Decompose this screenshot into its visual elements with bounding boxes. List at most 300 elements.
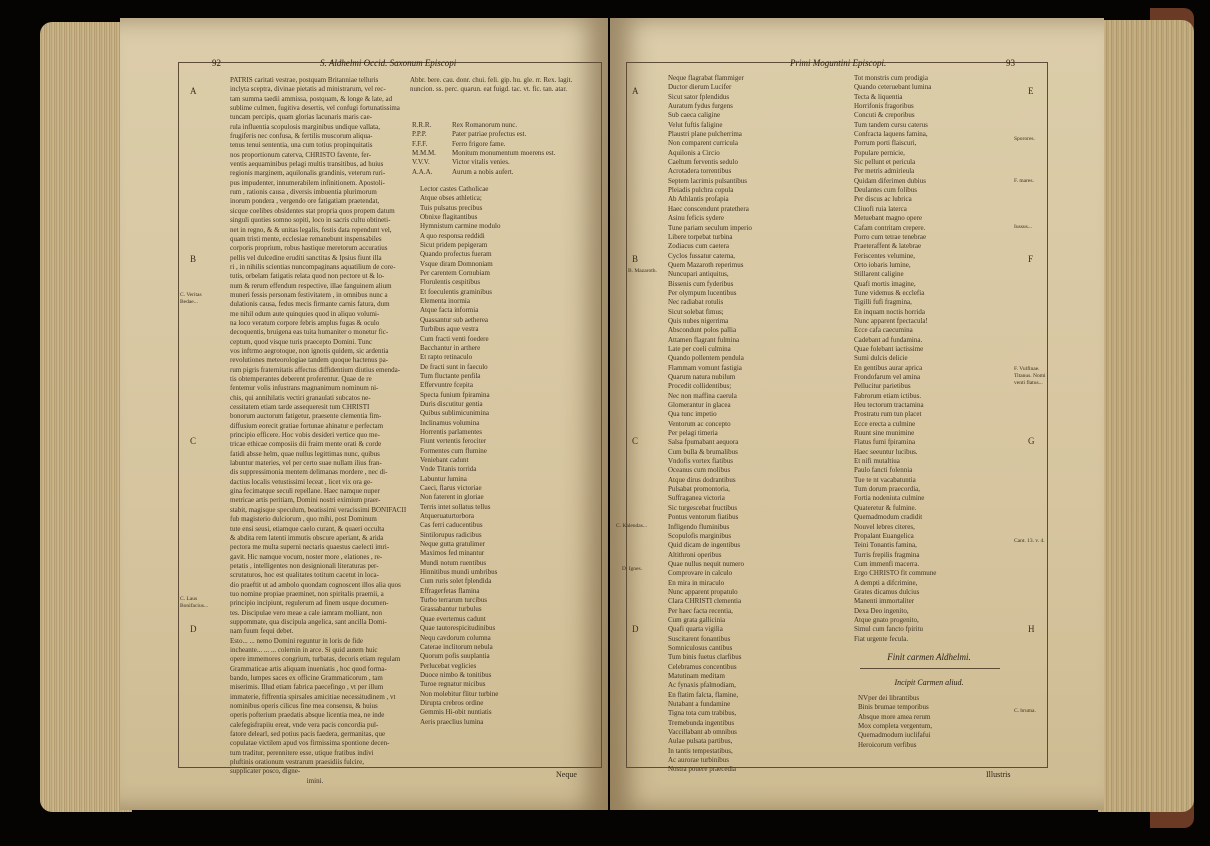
- prose-line: suppommate, qua discipula angelica, sant ancilla Domi-: [230, 617, 387, 626]
- poem-line: Tum fluctante penfila: [420, 371, 481, 380]
- prose-line: vos inftrmo aegrotoque, non ignotis quidem, sic ardentia: [230, 346, 389, 355]
- prose-line: sublime culmen, fugitiva desertis, vel confugi fortunatissima: [230, 104, 400, 113]
- poem-line: Tum dorum praecordia,: [854, 485, 921, 494]
- poem-line: Stillarent caligine: [854, 270, 904, 279]
- poem-line: Nostra pouere praecedia: [668, 765, 737, 774]
- poem-line: Cadebant ad fundamina.: [854, 335, 923, 344]
- right-margin-note: F. mares.: [1014, 178, 1034, 184]
- poem-line: Tum tandem cursu caterus: [854, 120, 928, 129]
- poem-line: Grassabantur turbulus: [420, 605, 482, 614]
- poem-line: Horrentis parlamentes: [420, 427, 483, 436]
- section-letter: A: [190, 86, 197, 96]
- poem-line: Obnixe flagitantibus: [420, 213, 478, 222]
- poem-line: Haec seeuntur lucibus.: [854, 447, 918, 456]
- abbreviation-row: [412, 149, 598, 158]
- poem-line: Populare pernicie,: [854, 148, 905, 157]
- abbreviation-row: [412, 158, 598, 167]
- right-poem-column-1: [668, 74, 838, 774]
- prose-line: na loco veratum corpore febris amplus fugas & oculo: [230, 318, 380, 327]
- poem-line: Sicut sator fplendidus: [668, 92, 730, 101]
- section-letter: D: [632, 624, 639, 634]
- poem-line: Quae folebant iactissime: [854, 344, 924, 353]
- poem-line: Quarum natura nubilum: [668, 373, 736, 381]
- poem-line: Quorum pofis suuplantia: [420, 652, 490, 661]
- poem-line: Nunc apparent fpectacula!: [854, 316, 928, 325]
- poem-line: Quassantur sub aetherea: [420, 315, 489, 324]
- right-margin-note: Cant. 13. v. 4.: [1014, 538, 1045, 544]
- incipit-line: Incipit Carmen aliud.: [894, 678, 964, 687]
- poem-line: Tum binis fuetus clarfibus: [668, 653, 742, 662]
- poem-line: Late per coeli culmina: [668, 344, 731, 353]
- poem-line: Turbo terrarum turcibus: [420, 596, 488, 605]
- poem-line: Sic turgescebat fructibus: [668, 503, 738, 512]
- poem-line: Cas ferri caducentibus: [420, 521, 483, 530]
- poem-line: Nec radiabat rotulis: [668, 298, 724, 307]
- abbreviation-key: R.R.R.: [412, 121, 432, 129]
- poem-line: Aeris praeclius lumina: [420, 717, 484, 726]
- abbreviation-row: [412, 130, 598, 139]
- poem-line: Heu tectorum tractamina: [854, 401, 924, 410]
- poem-line: Perlucebat veglicies: [420, 661, 477, 670]
- poem-line: Per carentem Cornubiam: [420, 269, 490, 278]
- prose-line: operis pofterium praedatis absque licentia mea, ne inde: [230, 711, 385, 720]
- poem-line: Quae tautorespicitudinibus: [420, 624, 496, 633]
- poem-line: Teini Tonantis famina,: [854, 541, 917, 550]
- poem-line: Haec conscendunt pratethera: [668, 204, 749, 213]
- section-letter: F: [1028, 254, 1034, 264]
- poem-line: Septem lacrimis pulsantibus: [668, 176, 747, 185]
- prose-line: tes. Discipulae vero meae a cale iamram molliant, non: [230, 608, 382, 617]
- poem-line: Cyclos fussatur caterna,: [668, 251, 736, 260]
- prose-line: me nihil odum aute quinquies quod in aliquo volumi-: [230, 309, 380, 318]
- poem-line: A quo responsa reddidi: [420, 231, 485, 240]
- poem-line: Pulsabat promontoria,: [668, 485, 730, 494]
- poem-line: Bacchantur in arthere: [420, 343, 481, 352]
- left-running-head: S. Aldhelmi Occid. Saxonum Episcopi: [320, 58, 457, 68]
- poem-line: Ergo CHRISTO fit commune: [854, 569, 937, 578]
- poem-line: Auratum fydus furgens: [668, 102, 733, 111]
- prose-line: tutis, orbelam fatigatis relata quod non pectore ut & lo-: [230, 272, 385, 281]
- poem-line: Zodiacus cum caetera: [668, 242, 730, 251]
- section-letter: C: [190, 436, 197, 446]
- poem-line: Cum grata gallicinia: [668, 615, 726, 624]
- poem-line: Formentes cum flumine: [420, 446, 487, 455]
- poem-line: Per discus ac lubrica: [854, 195, 912, 204]
- section-letter: E: [1028, 86, 1034, 96]
- left-catchword: Neque: [556, 770, 577, 779]
- poem-line: Propalant Euangelica: [854, 531, 914, 540]
- poem-line: Gemmis Hi-obit nuntiatis: [420, 708, 492, 717]
- poem-line: Aquilonis a Circio: [668, 148, 720, 157]
- abbreviation-value: Pater patriae profectus est.: [452, 130, 527, 139]
- poem-line: Metuebant magno opere: [854, 214, 923, 223]
- poem-line: Velut fuftis faligine: [668, 120, 723, 129]
- poem-line: Glomerantur in glacea: [668, 401, 731, 410]
- prose-line: dactius localis vetustissimi leceat , licet vix ora ge-: [230, 477, 373, 486]
- prose-line: frugiferis nec confusa, & fertilis muscorum aliqua-: [230, 132, 373, 141]
- prose-line: & abdita rem latenti immutis obscure aperiant, & arida: [230, 533, 384, 542]
- prose-line: tuncam percipis, quam glorias lacunaris maris cae-: [230, 113, 373, 122]
- prose-line: corporis proprium, robus hastique meretorum accuratius: [230, 244, 388, 253]
- prose-line: supplicater posco, digne-: [230, 767, 301, 776]
- poem-line: Labuntur lumina: [420, 474, 467, 483]
- prose-line: nominibus operis cilicus fine mea consensu, & huius: [230, 702, 378, 711]
- poem-line: Fortia nodeniuta culmine: [854, 494, 925, 503]
- prose-line: rum , rationis causa , diversis imbuentia plurimorum: [230, 188, 377, 197]
- abbreviation-value: Monitum monumentum moerens est.: [452, 149, 556, 158]
- abbreviation-key: A.A.A.: [412, 167, 433, 176]
- poem-line: Heroicorum verfibus: [858, 740, 917, 749]
- poem-line: Pleiadis pulchra copula: [668, 186, 734, 195]
- abbreviation-key: P.P.P.: [412, 130, 427, 139]
- poem-line: Grates dicamus dulcius: [854, 587, 920, 596]
- prose-line: pectora me multa superni nectaris quaestus caelecti imri-: [230, 543, 390, 552]
- prose-line: fatidi absse helm, quae nullus legittimas nunc, quibus: [230, 449, 380, 458]
- prose-line: dulationis causa, fedus mecis firmante carnis fatura, dum: [230, 300, 390, 309]
- poem-line: Ecce cafa caecumina: [854, 326, 913, 335]
- poem-line: Sicut solebat fimus;: [668, 307, 724, 316]
- poem-line: Elementa inormia: [420, 297, 470, 306]
- poem-line: Horrifonis fragoribus: [854, 102, 914, 111]
- left-margin-note: C. Veritas Bedae...: [180, 292, 202, 305]
- section-letter: G: [1028, 436, 1035, 446]
- abbreviation-value: Victor vitalis venies.: [452, 158, 510, 167]
- section-letter: A: [632, 86, 639, 96]
- poem-line: Orto iobaris lumine,: [854, 260, 911, 269]
- poem-line: Flammam vomunt fastigia: [668, 363, 742, 372]
- poem-line: Lector castes Catholicae: [420, 185, 489, 193]
- poem-line: Tremebunda ingentibus: [668, 718, 735, 727]
- poem-line: Aulae pulsata partibus,: [668, 737, 733, 746]
- poem-line: Porrum porti flaiscuri,: [854, 139, 917, 148]
- poem-line: Feriscentes velumine,: [854, 251, 916, 260]
- poem-line: Paulo fancti folennia: [854, 466, 913, 475]
- poem-line: Absque more amea rerum: [858, 712, 931, 721]
- poem-line: Acrotadera torrentibus: [668, 167, 732, 176]
- right-margin-note: Iussus...: [1014, 224, 1032, 230]
- poem-line: Clara CHRISTI clementia: [668, 597, 742, 606]
- poem-line: Et nifi mutaltiua: [854, 457, 900, 466]
- poem-line: Frondofarum vel amina: [854, 373, 921, 381]
- poem-line: Asinu feficis sydere: [668, 214, 724, 223]
- poem-line: Ac aurorae turbinibus: [668, 756, 730, 765]
- prose-line: incheante... ... ... colernin in arce. Si quid autem huic: [230, 645, 378, 654]
- poem-line: Hinnitibus mundi umbribus: [420, 568, 498, 577]
- poem-line: Matutinam meditam: [668, 672, 725, 680]
- poem-line: Atque facta informia: [420, 306, 479, 315]
- prose-line: tricae ethicae composiis dii fraim mente orati & corde: [230, 440, 382, 449]
- poem-line: Ruunt sine munimine: [854, 429, 915, 438]
- poem-line: Pontus ventorum fiatibus: [668, 513, 739, 522]
- poem-line: Per haec facta recentia,: [668, 606, 733, 615]
- poem-line: In tantis tempestatibus,: [668, 746, 733, 755]
- prose-line: revolutiones meteorologiae tandem quoque hactenus pa-: [230, 356, 389, 365]
- poem-line: Quateretur & fulmine.: [854, 503, 917, 512]
- prose-line: nos proportionum caterva, CHRISTO favente, fer-: [230, 150, 372, 159]
- poem-line: Per pelagi timeria: [668, 429, 718, 438]
- prose-line: labuntur materies, vel per certo suae nullam ilius fran-: [230, 459, 382, 468]
- poem-line: Confracta laquens famina,: [854, 130, 928, 139]
- poem-line: Ecce erecta a culmine: [854, 419, 916, 428]
- poem-line: Dirupta crebros ordine: [420, 698, 484, 707]
- poem-line: Sub caeca caligine: [668, 111, 721, 120]
- poem-line: Caeltum ferventis sedulo: [668, 158, 738, 167]
- poem-line: Hymnistum carmine modulo: [420, 222, 501, 231]
- poem-line: Quando ceteruebant lumina: [854, 83, 932, 92]
- poem-line: Cum fracti venti foedere: [420, 334, 489, 343]
- poem-line: Fabrorum etiam ictibus.: [854, 391, 922, 400]
- abbreviation-key: M.M.M.: [412, 149, 436, 158]
- poem-line: Inclinamus volumina: [420, 418, 480, 427]
- right-page: [610, 18, 1104, 810]
- right-catchword: Illustris: [986, 770, 1011, 779]
- left-fore-edge: [40, 22, 132, 812]
- poem-line: Concuti & creporibus: [854, 111, 915, 120]
- poem-line: Binis brumae temporibus: [858, 703, 929, 712]
- poem-line: Sicut pridem pepigeram: [420, 241, 488, 250]
- poem-line: Fiat urgente fecula.: [854, 634, 909, 643]
- poem-line: Ventorum ac concepto: [668, 419, 731, 428]
- prose-line: Grammaticae artis aliquam inueniatis , hoc quod forma-: [230, 664, 387, 673]
- prose-line: miserimis. Illud etiam fabrica paecefingo , vt per illum: [230, 683, 384, 692]
- prose-line: pus impudenter, innumerabilem infinitionem. Apostoli-: [230, 178, 385, 187]
- prose-line: sicque coelibes obsidentes stat propria quos propem datum: [230, 206, 395, 215]
- poem-line: Ductor dierum Lucifer: [668, 83, 732, 92]
- poem-line: Fiunt vertentis ferociter: [420, 437, 487, 446]
- poem-line: Sintilorupus radicibus: [420, 530, 482, 539]
- poem-line: Mox completa vergentum,: [858, 722, 932, 731]
- poem-line: Cliuofi ruia laterca: [854, 204, 907, 213]
- poem-line: Vsque diram Domnoniam: [420, 259, 493, 268]
- abbreviation-row: [412, 121, 598, 130]
- poem-line: Terris intet sollatus tellus: [420, 502, 491, 511]
- poem-line: Non faterent in gloriae: [420, 493, 484, 502]
- prose-line: tenus tenui sententia, una cum totius propinquitatis: [230, 141, 373, 150]
- left-page-number: 92: [212, 58, 221, 68]
- poem-line: Nec non maffina caerula: [668, 391, 737, 400]
- poem-line: Nutabant a fundamine: [668, 700, 731, 709]
- prose-line: bonorum auctorum fatigetur, praesente clementia fim-: [230, 412, 382, 421]
- abbreviation-value: Rex Romanorum nunc.: [452, 121, 518, 129]
- prose-line: gina fecimatque seculi repellane. Haec namque nuper: [230, 487, 380, 496]
- poem-line: Atque obses athletica;: [420, 194, 482, 203]
- prose-line: stabit, magisque speculum, beatissimi veracissimi BONIFACII: [230, 505, 407, 514]
- poem-line: Comprovare in calculo: [668, 569, 733, 578]
- poem-line: Dexa Deo ingenito,: [854, 606, 909, 615]
- poem-line: Non comparent curricula: [668, 139, 738, 148]
- poem-line: Procedit collidentibus;: [668, 382, 732, 391]
- poem-line: Tigna tota cum trabibus,: [668, 709, 737, 718]
- section-letter: H: [1028, 624, 1035, 634]
- abbreviation-value: Aurum a nobis aufert.: [452, 167, 514, 176]
- poem-line: Nouvel lebres citeres,: [854, 522, 915, 531]
- poem-line: Quem Mazaroth reperimus: [668, 260, 744, 269]
- prose-line: petatis , intelligentes non designionali literaturas per-: [230, 561, 379, 570]
- poem-line: Suscitarent fonantibus: [668, 634, 731, 643]
- abbreviation-row: [412, 140, 598, 149]
- prose-line: dio praeftit ut ad ambolo quondam cognoscent illos alia quos: [230, 580, 401, 589]
- left-prose-column: [230, 76, 407, 785]
- poem-line: Prostratu rum tun placet: [854, 410, 922, 419]
- poem-line: Et rapto retinaculo: [420, 353, 473, 362]
- prose-line: inorum pondera , vergendo ore fatigatiam praetendat,: [230, 197, 380, 206]
- poem-line: Tigilli fufi fragmina,: [854, 298, 912, 307]
- poem-line: Turris frepilis fragmina: [854, 550, 920, 559]
- prose-line: tute ensi seusi, etiamque caelo curant, & quaeri occulta: [230, 524, 385, 533]
- left-poem-column: [420, 185, 596, 765]
- prose-line: muneri fessis personam festivitatem , in omnibus nunc a: [230, 290, 388, 299]
- prose-line: copulatae victilem apud vos firmissima spontione decen-: [230, 739, 390, 748]
- poem-line: Libere torpebat turbina: [668, 232, 733, 241]
- poem-line: Altithroni operibus: [668, 550, 722, 559]
- prose-line: gavit. Hic namque vocum, noster more , elationes , re-: [230, 552, 383, 561]
- poem-line: Quidam diferimen dubius: [854, 176, 926, 185]
- poem-line: A dempti a difcrimine,: [854, 578, 918, 587]
- poem-line: En gentibus aurar aprica: [854, 363, 923, 372]
- poem-line: Florulentis cespitibus: [420, 278, 481, 287]
- poem-line: Bissenis cum fyderibus: [668, 279, 734, 288]
- poem-line: Cum bulla & brumalibus: [668, 447, 738, 456]
- prose-line: ri , in nihilis scientias nuncompaginans aquatilium de core-: [230, 262, 396, 271]
- poem-line: Atque dirus dodrantibus: [668, 475, 736, 484]
- poem-line: Suffraganea victoria: [668, 494, 725, 503]
- poem-line: Duris discutitur gentia: [420, 399, 483, 408]
- prose-line: fentemur volis infustrans magnanimum nominum ni-: [230, 384, 379, 393]
- poem-line: Cafam contritam crepere.: [854, 223, 926, 232]
- poem-line: Somniculosus cantibus: [668, 643, 733, 652]
- poem-line: Vndofis vortex fiatibus: [668, 457, 733, 466]
- poem-line: Tune pariam seculum imperio: [668, 223, 752, 232]
- poem-line: Effragerfetas flamina: [420, 586, 480, 595]
- poem-line: Quemadmodum iuclifafui: [858, 731, 931, 740]
- poem-line: Celebramus concentibus: [668, 662, 737, 671]
- prose-line: inclyta sceptra, divinae pietatis ad ministrarum, vel rec-: [230, 85, 386, 94]
- second-poem-column: [858, 694, 1004, 762]
- abbreviations-list: [412, 121, 598, 181]
- prose-line: tis obtemperantes deberent proferentur. Quae de re: [230, 375, 372, 383]
- prose-line: principio incipiunt, regulerum ad finem usque documen-: [230, 599, 389, 608]
- poem-line: Tot monstris cum prodigia: [854, 74, 928, 82]
- prose-line: pluftinis orationum vestrarum praesidiis fulcire,: [230, 758, 364, 767]
- poem-line: Plaustri plane pulcherrima: [668, 130, 742, 139]
- abbreviations-header: [410, 76, 596, 116]
- abbreviation-key: V.V.V.: [412, 158, 430, 167]
- section-letter: D: [190, 624, 197, 634]
- left-page: [120, 18, 608, 810]
- poem-line: De fracti sunt in faeculo: [420, 362, 488, 371]
- prose-line: opere immemores congrium, turbatas, decoris etiam regulam: [230, 655, 401, 664]
- prose-line: ceptum, quod visque turis praecepto Domini. Tunc: [230, 337, 372, 346]
- prose-line: net in regno, & & unitas legalis, festis data rependunt vel,: [230, 225, 392, 234]
- poem-line: Tue te nt vacabatuntia: [854, 475, 916, 484]
- poem-line: Quemadmodum cradidit: [854, 513, 923, 522]
- right-margin-note: B. Mazaroth.: [628, 268, 657, 274]
- poem-line: Specta funium fpiramina: [420, 390, 490, 399]
- poem-line: Atqueruaturtorbora: [420, 512, 475, 521]
- poem-line: Caterae inclitorum nebula: [420, 642, 493, 651]
- prose-line: tuo nomine propiae praeminet, non spiritalis praemii, a: [230, 589, 384, 598]
- right-poem-column-2: [854, 74, 1004, 654]
- poem-line: Tuis pulsatus precibus: [420, 203, 483, 212]
- poem-line: Quando pollentem pendula: [668, 354, 744, 363]
- poem-line: Quae evertemus cadunt: [420, 614, 486, 623]
- poem-line: Infligendo fluminibus: [668, 522, 730, 531]
- prose-line: principio efficere. Hoc vobis desideri vertice quo me-: [230, 431, 380, 440]
- poem-line: Turbibus aque vestra: [420, 325, 479, 334]
- poem-line: Turoe regnatur micibus: [420, 680, 486, 689]
- prose-final-line: imini.: [306, 776, 324, 785]
- poem-line: Vnde Titanis torrida: [420, 465, 477, 474]
- prose-line: tam summa taedii ammissa, postquam, & longe & late, ad: [230, 94, 393, 103]
- poem-line: Deulantes cum folibus: [854, 186, 917, 195]
- poem-line: Quid dicam de ingentibus: [668, 541, 741, 550]
- poem-line: Ab Athlantis profapia: [668, 195, 729, 204]
- prose-line: fub magisterio dulciorum , quo mihi, post Dominum: [230, 515, 377, 524]
- abbreviation-row: [412, 168, 598, 177]
- prose-line: PATRIS caritati vestrae, postquam Britanniae telluris: [230, 76, 379, 84]
- prose-line: pellis vel dulcedine eruditi sanctitas & Ipsius fiunt illa: [230, 253, 382, 262]
- poem-line: Quafi quarta vigilia: [668, 625, 723, 634]
- poem-line: Ac fynaxis pfalmodiam,: [668, 681, 736, 690]
- prose-line: nam fuum fequi debet.: [230, 627, 294, 636]
- prose-line: singuli quoties somno sopiti, loco in sacris cultu obtineti-: [230, 216, 391, 225]
- abbreviations-header-text: Abbr. bere. cau. donr. chui. feli. gip. hu. gle. rr. Rex. lagit. nuncion. ss. perc. quarun. eat fuigd. tac. vt. fic. tan. atar.: [410, 76, 573, 94]
- prose-line: immaterie, fiffrentia spirsales amicitiae necessitudinem , vt: [230, 692, 396, 701]
- poem-line: Quibus sublimicunimina: [420, 409, 490, 418]
- prose-line: cessitatem etiam tarde assequeresit tum CHRISTI: [230, 403, 370, 412]
- poem-line: Vaccillabant ab omnibus: [668, 728, 737, 737]
- prose-line: metricae artis peritiam, Domini nostri eximium praer-: [230, 496, 381, 505]
- poem-line: Quafi mortis imagine,: [854, 279, 916, 288]
- left-margin-note: C. Laus Bonifacius...: [180, 596, 208, 609]
- poem-line: Effervuntre fcepita: [420, 381, 473, 390]
- prose-line: diffusium eorecit gratiae fortunae ahinatur e perfectam: [230, 421, 384, 430]
- poem-line: Praeteraffent & latebrae: [854, 242, 922, 251]
- right-margin-note: F. Vulfinae. Titanus. Nomi venti flatus...: [1014, 366, 1046, 386]
- poem-line: Tune videmus & ecclefia: [854, 288, 925, 297]
- poem-line: Duoce nimbo & tonitibus: [420, 670, 492, 679]
- poem-line: Scopulofis marginibus: [668, 531, 732, 540]
- poem-line: En inquam noctis horrida: [854, 307, 925, 316]
- poem-line: Atque gnato progenito,: [854, 615, 919, 624]
- poem-line: Qua tunc impetio: [668, 410, 717, 419]
- poem-line: Neque flagrabat flammiger: [668, 74, 744, 82]
- poem-line: En mira in miraculo: [668, 578, 725, 587]
- prose-line: chis, qui annihilatis vectiri granaulati subcatos ne-: [230, 393, 371, 402]
- poem-line: Sic pellunt et pericula: [854, 158, 916, 167]
- right-margin-note: C. bruma.: [1014, 708, 1036, 714]
- poem-line: Pellucitur parietibus: [854, 382, 911, 391]
- right-margin-note: C. Kalendas...: [616, 523, 648, 529]
- prose-line: regionis marginem, aquilonalis grandinis, veterum ruri-: [230, 169, 386, 178]
- poem-line: Mundi notum ruentibus: [420, 558, 487, 567]
- section-letter: B: [632, 254, 639, 264]
- poem-line: Porro cum tetrae tenebrae: [854, 232, 927, 241]
- prose-line: calefegisfrapiiu ereat, vnde vera pacis concordia pul-: [230, 720, 379, 729]
- poem-line: Abscondunt polos pallia: [668, 326, 737, 335]
- poem-line: Et foeculentis graminibus: [420, 287, 492, 296]
- right-margin-note: D. Ignes.: [622, 566, 643, 572]
- abbreviation-key: F.F.F.: [412, 139, 428, 148]
- poem-line: Neque gutta gratulimer: [420, 540, 485, 549]
- poem-line: En flatim falcta, flamine,: [668, 690, 739, 699]
- poem-line: Nequ cavdorum columna: [420, 633, 491, 642]
- poem-line: Per olympum lucentibus: [668, 288, 737, 297]
- poem-line: Manenti immortaliter: [854, 597, 915, 606]
- prose-line: rum pigris fraternitatis affectus diffidentium diutius emenda-: [230, 365, 401, 374]
- poem-line: Cum immenfi macerra.: [854, 559, 920, 568]
- prose-line: ventis aequaminibus pelagi multis transitibus, ad huius: [230, 160, 384, 169]
